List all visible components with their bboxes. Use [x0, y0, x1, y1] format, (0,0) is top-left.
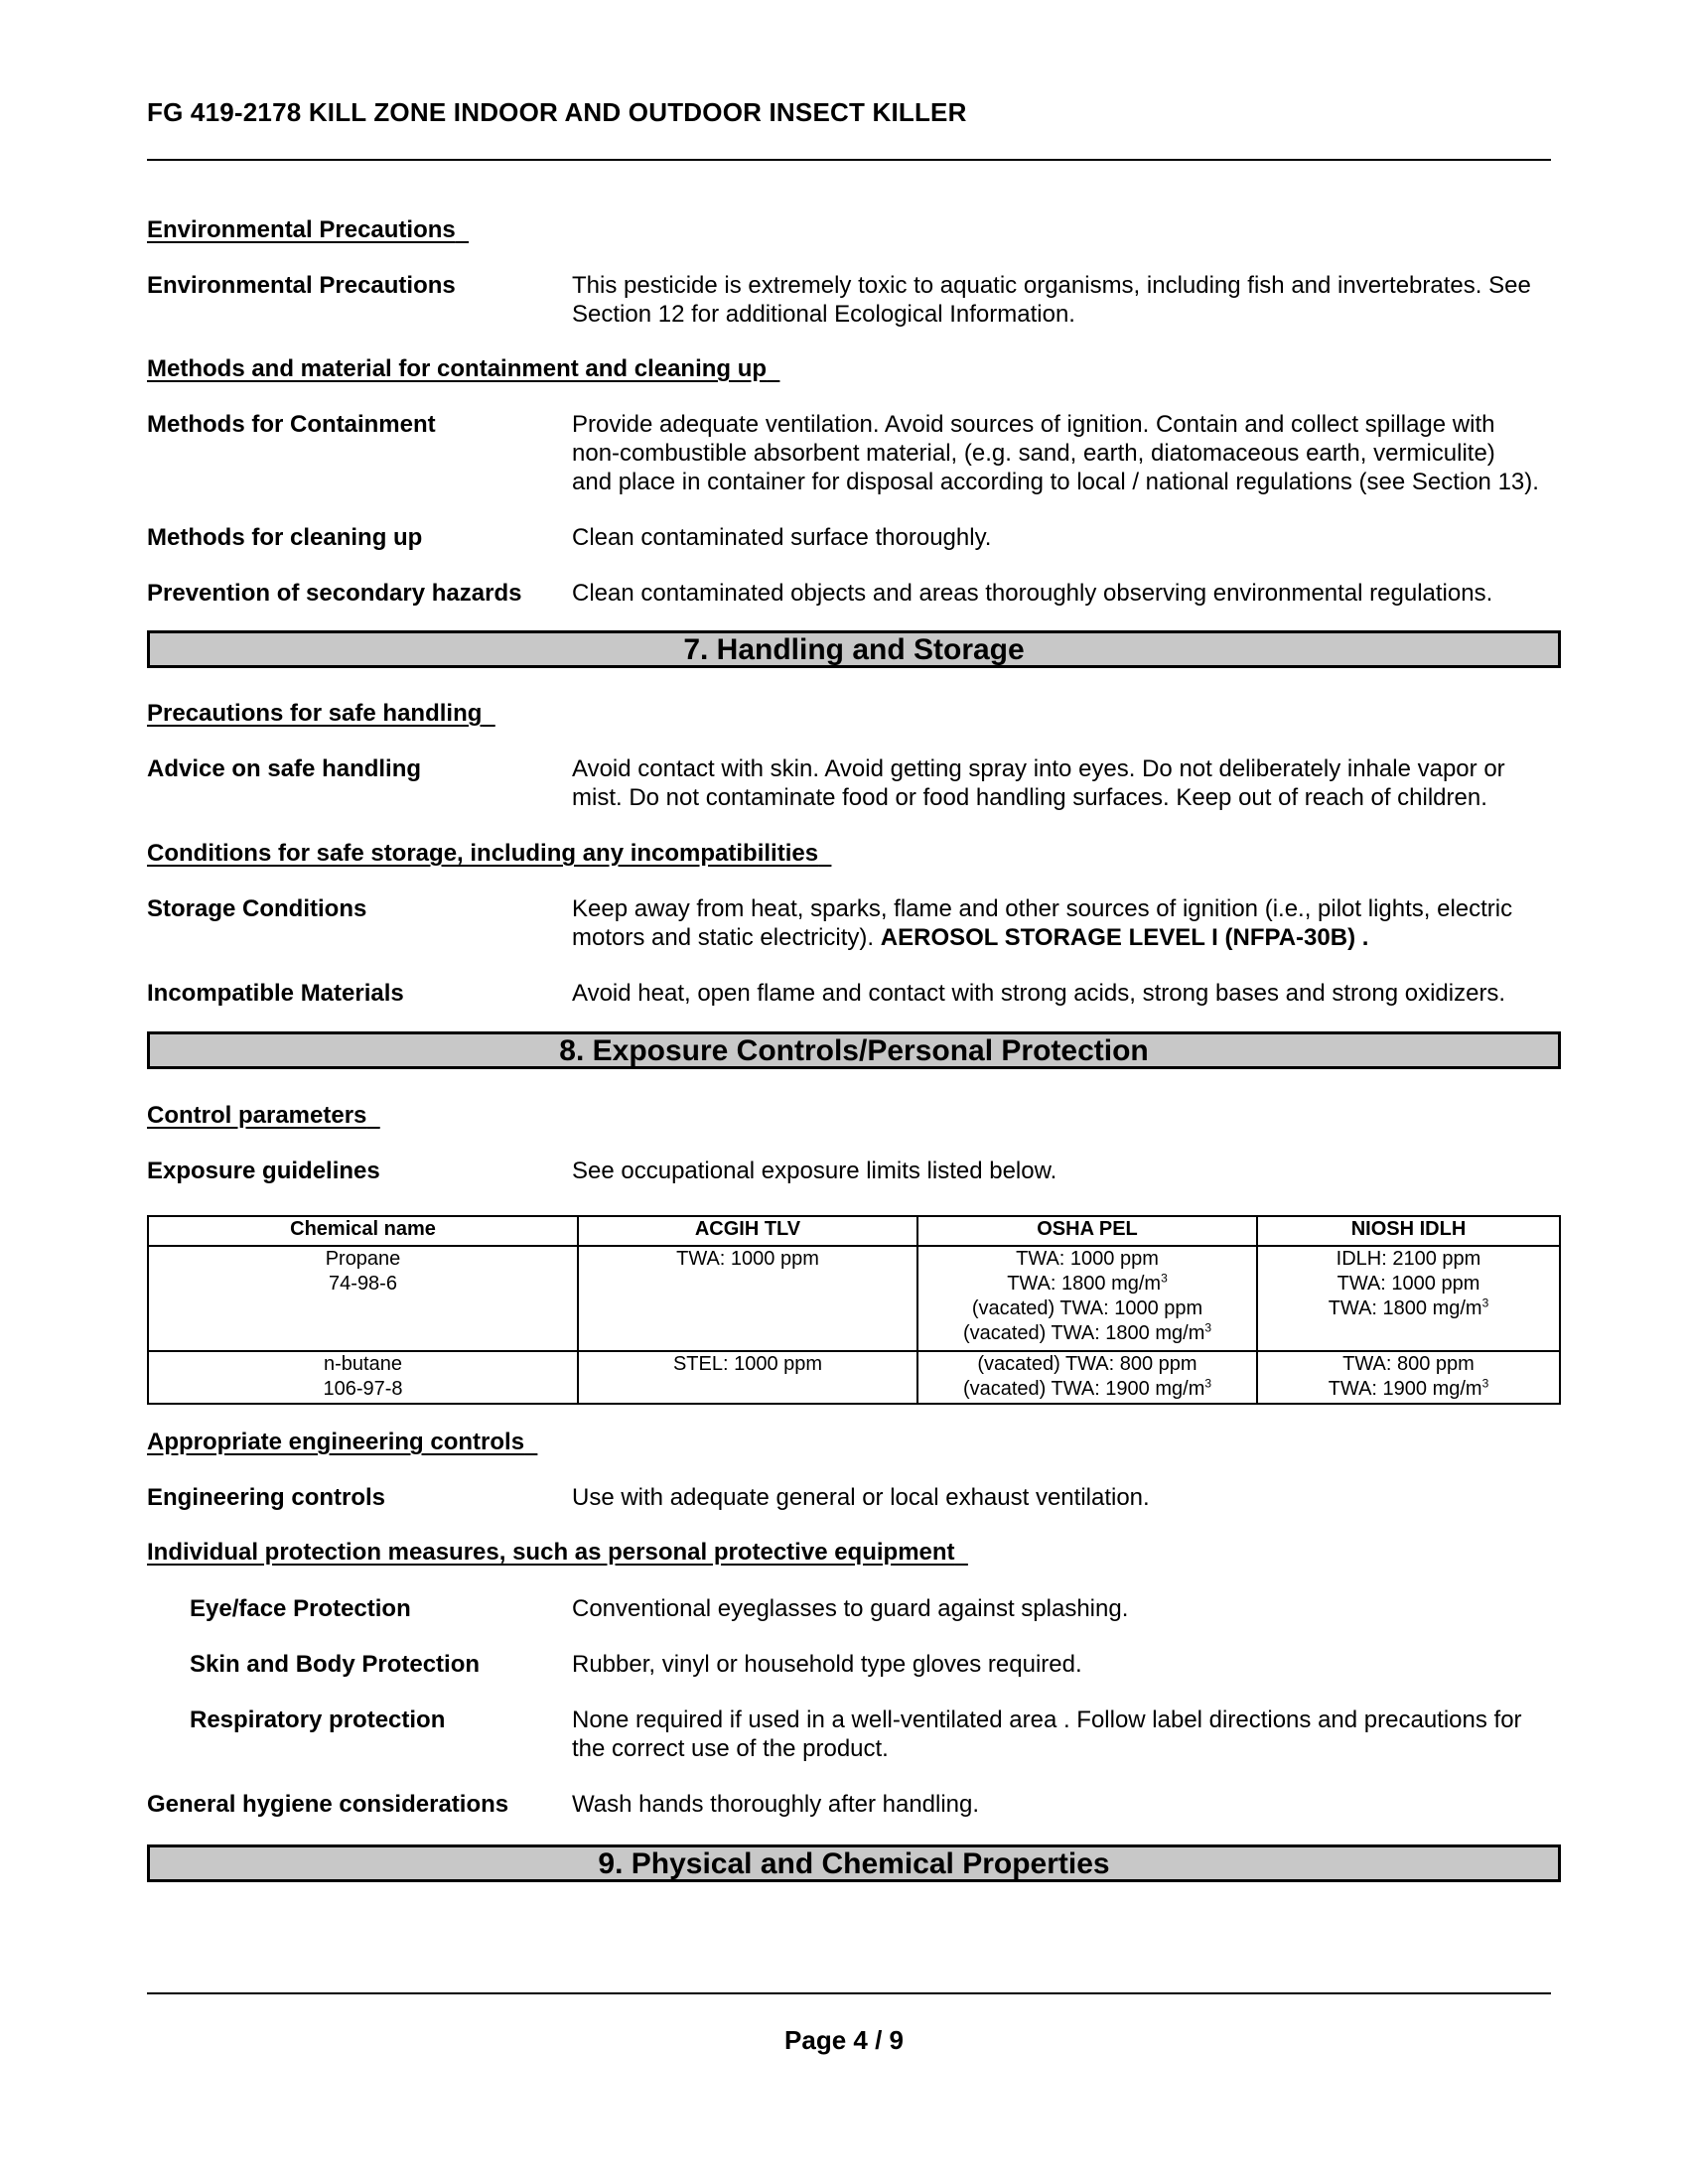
exposure-limits-table	[147, 1215, 1561, 1405]
niosh-value	[1262, 1297, 1555, 1321]
advice-value-line: Avoid contact with skin. Avoid getting spray into eyes. Do not deliberately inhale vapor or	[572, 755, 1505, 782]
aerosol-storage-level: AEROSOL STORAGE LEVEL I (NFPA-30B) .	[880, 924, 1369, 951]
col-acgih-tlv: ACGIH TLV	[578, 1216, 917, 1246]
hygiene-label: General hygiene considerations	[147, 1791, 509, 1818]
incompatible-label: Incompatible Materials	[147, 980, 404, 1007]
env-value-line: Section 12 for additional Ecological Information.	[572, 301, 1075, 328]
osha-value: (vacated) TWA: 1000 ppm	[971, 1297, 1203, 1319]
storage-label: Storage Conditions	[147, 895, 367, 922]
engineering-heading: Appropriate engineering controls	[147, 1429, 525, 1455]
cleaning-label: Methods for cleaning up	[147, 524, 423, 551]
page-number: Page 4 / 9	[784, 2025, 904, 2055]
precautions-heading: Precautions for safe handling	[147, 700, 483, 727]
skin-label: Skin and Body Protection	[190, 1651, 481, 1678]
cell-acgih	[578, 1351, 917, 1404]
env-value	[572, 271, 1565, 329]
storage-heading: Conditions for safe storage, including any incompatibilities	[147, 840, 819, 867]
storage-value	[572, 894, 1565, 952]
incompatible-value: Avoid heat, open flame and contact with strong acids, strong bases and strong oxidizers.	[572, 980, 1506, 1007]
containment-value-line: Provide adequate ventilation. Avoid sources of ignition. Contain and collect spillage with	[572, 411, 1495, 438]
engineering-label: Engineering controls	[147, 1484, 386, 1511]
niosh-value-text: TWA: 1800 mg/m	[1328, 1297, 1482, 1319]
containment-value	[572, 410, 1565, 496]
osha-value: (vacated) TWA: 800 ppm	[977, 1353, 1197, 1375]
niosh-value: TWA: 800 ppm	[1342, 1353, 1475, 1375]
respiratory-value-line: the correct use of the product.	[572, 1735, 889, 1762]
col-niosh-idlh: NIOSH IDLH	[1257, 1216, 1560, 1246]
exposure-value: See occupational exposure limits listed below.	[572, 1158, 1057, 1184]
env-value-line: This pesticide is extremely toxic to aquatic organisms, including fish and invertebrates. See	[572, 272, 1531, 299]
table-header-row	[148, 1216, 1560, 1246]
osha-value-text: TWA: 1800 mg/m	[1007, 1273, 1162, 1295]
header-rule	[147, 159, 1551, 161]
table-row	[148, 1246, 1560, 1351]
superscript: 3	[1204, 1320, 1212, 1335]
osha-value-text: (vacated) TWA: 1800 mg/m	[962, 1322, 1205, 1344]
storage-value-text: motors and static electricity).	[572, 924, 881, 951]
osha-value	[922, 1272, 1252, 1297]
respiratory-value	[572, 1706, 1565, 1763]
containment-heading: Methods and material for containment and cleaning up	[147, 355, 768, 382]
exposure-label: Exposure guidelines	[147, 1158, 380, 1184]
cell-niosh	[1257, 1246, 1560, 1351]
prevention-value: Clean contaminated objects and areas thoroughly observing environmental regulations.	[572, 580, 1493, 607]
cleaning-value: Clean contaminated surface thoroughly.	[572, 524, 992, 551]
niosh-value: IDLH: 2100 ppm	[1336, 1248, 1481, 1270]
cell-osha	[917, 1246, 1257, 1351]
containment-value-line: and place in container for disposal according to local / national regulations (see Section 13).	[572, 469, 1539, 495]
env-heading: Environmental Precautions	[147, 216, 456, 243]
env-label: Environmental Precautions	[147, 272, 456, 299]
superscript: 3	[1161, 1271, 1168, 1286]
cas-number: 106-97-8	[323, 1378, 403, 1400]
respiratory-label: Respiratory protection	[190, 1706, 446, 1733]
containment-value-line: non-combustible absorbent material, (e.g. sand, earth, diatomaceous earth, vermiculite)	[572, 440, 1495, 467]
control-heading: Control parameters	[147, 1102, 367, 1129]
section-9-header: 9. Physical and Chemical Properties	[147, 1844, 1561, 1882]
section-8-header: 8. Exposure Controls/Personal Protection	[147, 1031, 1561, 1069]
col-osha-pel: OSHA PEL	[917, 1216, 1257, 1246]
advice-label: Advice on safe handling	[147, 755, 422, 782]
superscript: 3	[1204, 1376, 1212, 1391]
ppe-heading: Individual protection measures, such as personal protective equipment	[147, 1539, 955, 1566]
chemical-name: Propane	[325, 1248, 401, 1270]
cell-acgih	[578, 1246, 917, 1351]
document-title: FG 419-2178 KILL ZONE INDOOR AND OUTDOOR INSECT KILLER	[147, 97, 967, 127]
section-7-header: 7. Handling and Storage	[147, 630, 1561, 668]
chemical-name: n-butane	[324, 1353, 402, 1375]
eye-value: Conventional eyeglasses to guard against splashing.	[572, 1595, 1129, 1622]
respiratory-value-line: None required if used in a well-ventilated area . Follow label directions and precautions for	[572, 1706, 1522, 1733]
osha-value-text: (vacated) TWA: 1900 mg/m	[962, 1378, 1205, 1400]
table-row	[148, 1351, 1560, 1404]
containment-label: Methods for Containment	[147, 411, 436, 438]
prevention-label: Prevention of secondary hazards	[147, 580, 522, 607]
hygiene-value: Wash hands thoroughly after handling.	[572, 1791, 980, 1818]
osha-value	[922, 1321, 1252, 1346]
cell-niosh	[1257, 1351, 1560, 1404]
engineering-value: Use with adequate general or local exhaust ventilation.	[572, 1484, 1150, 1511]
advice-value-line: mist. Do not contaminate food or food handling surfaces. Keep out of reach of children.	[572, 784, 1487, 811]
osha-value	[922, 1377, 1252, 1402]
cell-osha	[917, 1351, 1257, 1404]
advice-value	[572, 754, 1565, 812]
niosh-value-text: TWA: 1900 mg/m	[1328, 1378, 1482, 1400]
cell-chemical	[148, 1351, 578, 1404]
cas-number: 74-98-6	[329, 1273, 397, 1295]
cell-chemical	[148, 1246, 578, 1351]
eye-label: Eye/face Protection	[190, 1595, 411, 1622]
niosh-value: TWA: 1000 ppm	[1336, 1273, 1480, 1295]
skin-value: Rubber, vinyl or household type gloves required.	[572, 1651, 1082, 1678]
acgih-value: TWA: 1000 ppm	[676, 1248, 819, 1270]
col-chemical-name: Chemical name	[148, 1216, 578, 1246]
storage-value-line	[572, 923, 1565, 952]
superscript: 3	[1481, 1296, 1489, 1310]
osha-value: TWA: 1000 ppm	[1016, 1248, 1159, 1270]
superscript: 3	[1481, 1376, 1489, 1391]
footer-rule	[147, 1992, 1551, 1994]
acgih-value: STEL: 1000 ppm	[672, 1353, 823, 1375]
niosh-value	[1262, 1377, 1555, 1402]
storage-value-line: Keep away from heat, sparks, flame and other sources of ignition (i.e., pilot lights, electric	[572, 895, 1513, 922]
